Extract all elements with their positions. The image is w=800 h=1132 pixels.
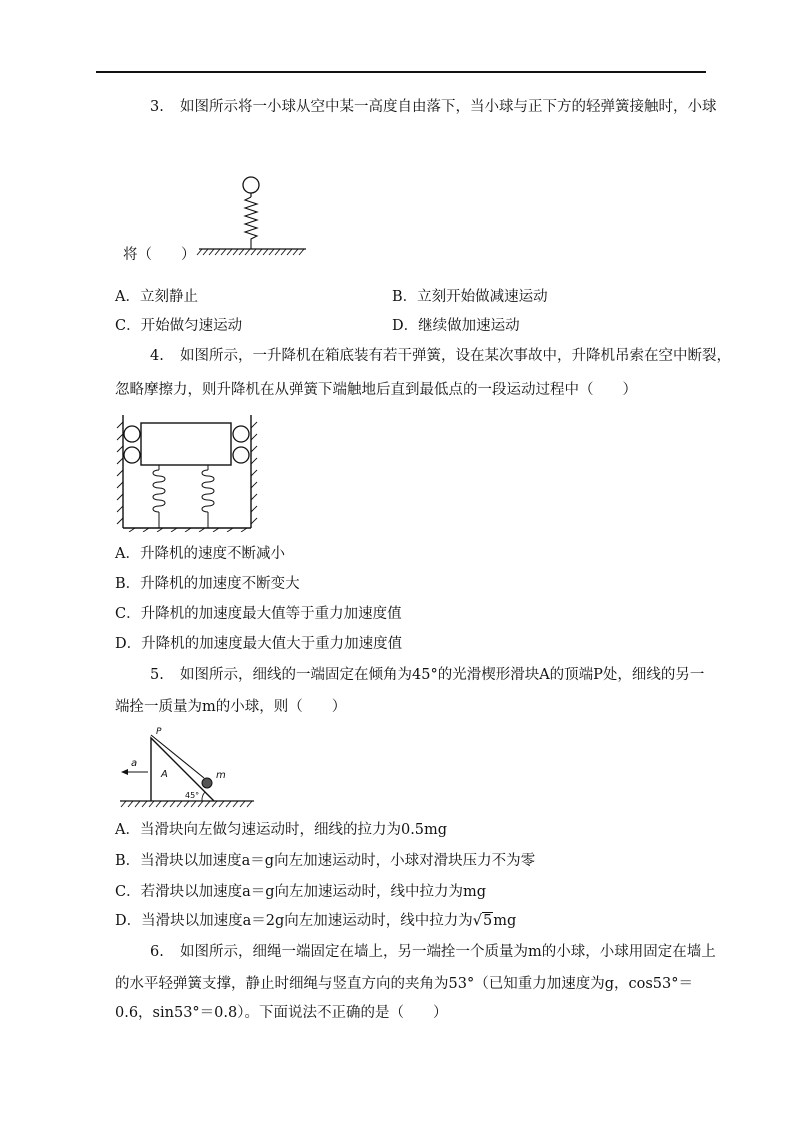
spring xyxy=(245,197,257,249)
q6-stem-line3: 0.6，sin53°＝0.8）。下面说法不正确的是（ ） xyxy=(115,1005,448,1021)
q5-option-b: B．当滑块以加速度a＝g向左加速运动时，小球对滑块压力不为零 xyxy=(115,853,536,869)
sqrt-symbol: √5 xyxy=(472,913,493,929)
ball xyxy=(243,177,259,193)
q4-option-a: A．升降机的速度不断减小 xyxy=(115,546,285,562)
q5-number: 5. xyxy=(150,667,164,683)
q4-figure xyxy=(113,410,265,532)
header-rule xyxy=(96,71,706,73)
sqrt-radicand: 5 xyxy=(483,913,493,929)
label-A: A xyxy=(161,769,168,780)
q4-option-c: C．升降机的加速度最大值等于重力加速度值 xyxy=(115,606,402,622)
q5-option-d xyxy=(115,911,516,931)
q3-stem-line1: 如图所示将一小球从空中某一高度自由落下，当小球与正下方的轻弹簧接触时，小球 xyxy=(180,99,717,115)
elevator-box xyxy=(141,423,231,465)
q3-stem-tail: 将（ ） xyxy=(123,247,196,263)
q6-stem-line2: 的水平轻弹簧支撑，静止时细绳与竖直方向的夹角为53°（已知重力加速度为g，cos53°＝ xyxy=(115,976,693,992)
q4-option-b: B．升降机的加速度不断变大 xyxy=(115,576,300,592)
q5-stem-line2: 端拴一质量为m的小球，则（ ） xyxy=(115,699,347,715)
q3-option-a: A．立刻静止 xyxy=(115,289,198,305)
q3-figure xyxy=(194,170,309,260)
q3-option-d: D．继续做加速运动 xyxy=(392,318,520,334)
q5-stem-line1: 如图所示，细线的一端固定在倾角为45°的光滑楔形滑块A的顶端P处，细线的另一 xyxy=(180,667,705,683)
q3-option-c: C．开始做匀速运动 xyxy=(115,318,243,334)
q5-option-a: A．当滑块向左做匀速运动时，细线的拉力为0.5mg xyxy=(115,822,448,838)
q5-option-c: C．若滑块以加速度a＝g向左加速运动时，线中拉力为mg xyxy=(115,884,487,900)
label-a: a xyxy=(131,758,138,769)
label-p: P xyxy=(156,727,162,737)
q4-stem-line2: 忽略摩擦力，则升降机在从弹簧下端触地后直到最低点的一段运动过程中（ ） xyxy=(115,382,637,398)
ball-m xyxy=(202,778,212,788)
q4-option-d: D．升降机的加速度最大值大于重力加速度值 xyxy=(115,636,403,652)
label-angle: 45° xyxy=(185,791,200,800)
q6-number: 6. xyxy=(150,944,164,960)
q6-stem-line1: 如图所示，细绳一端固定在墙上，另一端拴一个质量为m的小球，小球用固定在墙上 xyxy=(180,944,716,960)
q4-stem-line1: 如图所示，一升降机在箱底装有若干弹簧，设在某次事故中，升降机吊索在空中断裂， xyxy=(180,348,731,364)
label-m: m xyxy=(216,770,226,781)
q5-option-d-unit: mg xyxy=(493,913,517,929)
q5-figure xyxy=(118,725,258,810)
q3-number: 3. xyxy=(150,99,164,115)
q4-number: 4. xyxy=(150,348,164,364)
q3-option-b: B．立刻开始做减速运动 xyxy=(392,289,548,305)
q5-option-d-text: D．当滑块以加速度a＝2g向左加速运动时，线中拉力为 xyxy=(115,913,473,929)
